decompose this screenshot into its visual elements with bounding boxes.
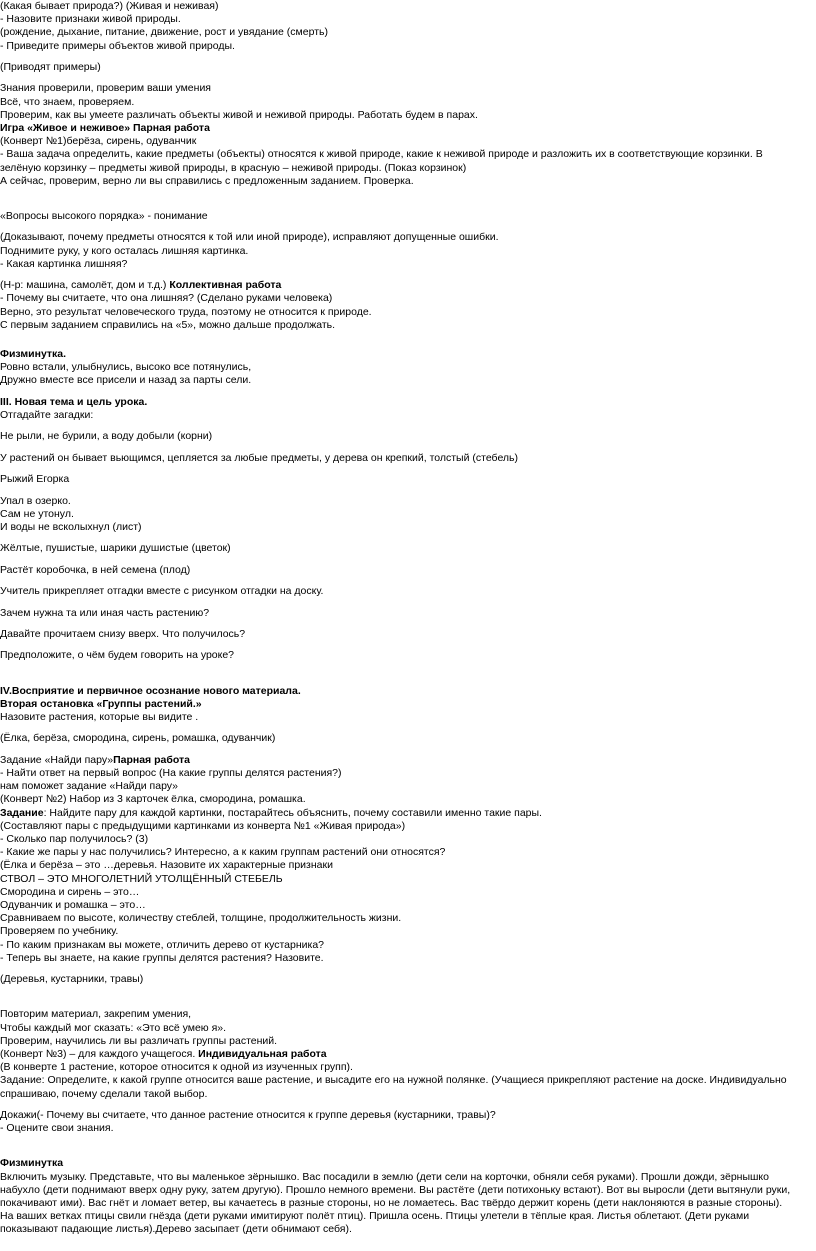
spacer [0, 422, 796, 430]
work-type-label: Индивидуальная работа [198, 1047, 327, 1060]
spacer [0, 577, 796, 585]
section-heading [0, 685, 796, 698]
spacer [0, 223, 796, 231]
work-type-label: Коллективная работа [169, 279, 282, 292]
text-paragraph: - Ваша задача определить, какие предметы (объекты) относятся к живой природе, какие к неживой природе и разложить их в соответствующие корзинки. В зелёную корзинку – предметы живой природы, в красную – неживой природы. (Показ корзинок) [0, 148, 763, 174]
spacer [0, 188, 796, 210]
text-line: (Конверт №1)берёза, сирень, одуванчик [0, 135, 197, 148]
spacer [0, 965, 796, 973]
section-title: IV.Восприятие и первичное осознание нового материала. [0, 684, 301, 697]
spacer [0, 271, 796, 279]
text-line: - Какие же пары у нас получились? Интересно, а к каким группам растений они относятся? [0, 846, 446, 859]
text-line [0, 279, 796, 292]
text-line: - По каким признакам вы можете, отличить дерево от кустарника? [0, 938, 325, 951]
text-line: (В конверте 1 растение, которое относится к одной из изученных групп). [0, 1061, 353, 1074]
text-line: (Какая бывает природа?) (Живая и неживая) [0, 0, 219, 12]
text-line: Верно, это результат человеческого труда, поэтому не относится к природе. [0, 305, 372, 318]
text-line: (Ёлка, берёза, смородина, сирень, ромашка, одуванчик) [0, 732, 276, 745]
text-line: - Какая картинка лишняя? [0, 257, 128, 270]
spacer [0, 534, 796, 542]
text-line: нам поможет задание «Найди пару» [0, 780, 179, 793]
text-line: (Деревья, кустарники, травы) [0, 973, 144, 986]
section-heading [0, 348, 796, 361]
section-heading [0, 698, 796, 711]
spacer [0, 332, 796, 348]
text-line: (Составляют пары с предыдущими картинками из конверта №1 «Живая природа») [0, 819, 406, 832]
text-line: Смородина и сирень – это… [0, 885, 140, 898]
spacer [0, 74, 796, 82]
text-line: - Назовите признаки живой природы. [0, 13, 181, 26]
text-line: (Конверт №2) Набор из 3 карточек ёлка, смородина, ромашка. [0, 793, 306, 806]
text-line: Давайте прочитаем снизу вверх. Что получилось? [0, 627, 246, 640]
text-line: Чтобы каждый мог сказать: «Это всё умею я». [0, 1021, 227, 1034]
text-line: (Приводят примеры) [0, 61, 101, 73]
spacer [0, 598, 796, 606]
text-line [0, 754, 796, 767]
riddle: И воды не всколыхнул (лист) [0, 520, 142, 533]
section-heading [0, 1157, 796, 1170]
text-line: Проверим, как вы умеете различать объекты живой и неживой природы. Работать будем в парах. [0, 108, 478, 121]
text-line: Повторим материал, закрепим умения, [0, 1008, 192, 1021]
text-line: Проверим, научились ли вы различать группы растений. [0, 1034, 278, 1047]
spacer [0, 388, 796, 396]
riddle: У растений он бывает вьющимся, цепляется за любые предметы, у дерева он крепкий, толстый (стебель) [0, 451, 519, 464]
spacer [0, 641, 796, 649]
game-title: Игра «Живое и неживое» Парная работа [0, 122, 210, 134]
text-line: (рождение, дыхание, питание, движение, рост и увядание (смерть) [0, 26, 328, 39]
text-span: (Н-р: машина, самолёт, дом и т.д.) [0, 279, 170, 292]
spacer [0, 746, 796, 754]
text-line: Докажи(- Почему вы считаете, что данное растение относится к группе деревья (кустарники, травы)? [0, 1108, 496, 1121]
riddle: Растёт коробочка, в ней семена (плод) [0, 563, 191, 576]
text-line: (Доказывают, почему предметы относятся к той или иной природе), исправляют допущенные ошибки. [0, 231, 499, 244]
text-line: Учитель прикрепляет отгадки вместе с рисунком отгадки на доску. [0, 585, 324, 598]
spacer [0, 986, 796, 1008]
text-line: Всё, что знаем, проверяем. [0, 95, 135, 108]
text-span: (Конверт №3) – для каждого учащегося. [0, 1047, 199, 1060]
spacer [0, 53, 796, 61]
section-heading [0, 122, 796, 135]
text-line: Ровно встали, улыбнулись, высоко все потянулись, [0, 361, 252, 374]
riddle: Не рыли, не бурили, а воду добыли (корни) [0, 430, 213, 443]
section-heading [0, 396, 796, 409]
riddle: Рыжий Егорка [0, 473, 70, 486]
text-span: : Найдите пару для каждой картинки, постарайтесь объяснить, почему составили именно такие пары. [43, 806, 542, 819]
text-line: Дружно вместе все присели и назад за парты сели. [0, 374, 252, 387]
fizminutka-title: Физминутка. [0, 348, 67, 361]
riddle: Упал в озерко. [0, 494, 71, 507]
text-line: Одуванчик и ромашка – это… [0, 898, 146, 911]
text-line: Назовите растения, которые вы видите . [0, 710, 199, 723]
spacer [0, 556, 796, 564]
spacer [0, 1101, 796, 1109]
spacer [0, 444, 796, 452]
text-line: (Ёлка и берёза – это …деревья. Назовите их характерные признаки [0, 859, 333, 872]
text-span: Задание «Найди пару» [0, 753, 114, 766]
stop-title: Вторая остановка «Группы растений.» [0, 697, 202, 710]
text-line: С первым заданием справились на «5», можно дальше продолжать. [0, 318, 336, 331]
text-line: - Сколько пар получилось? (3) [0, 832, 149, 845]
text-line [0, 1048, 796, 1061]
text-line: Знания проверили, проверим ваши умения [0, 82, 211, 95]
text-paragraph: Задание: Определите, к какой группе относится ваше растение, и высадите его на нужной полянке. (Учащиеся прикрепляют растение на доске. Индивидуально спрашиваю, почему сделали такой выбор. [0, 1074, 787, 1100]
section-title: III. Новая тема и цель урока. [0, 395, 148, 408]
text-line: Поднимите руку, у кого осталась лишняя картинка. [0, 244, 249, 257]
text-line [0, 807, 796, 820]
riddle: Сам не утонул. [0, 507, 74, 520]
spacer [0, 1135, 796, 1157]
text-paragraph: Включить музыку. Представьте, что вы маленькое зёрнышко. Вас посадили в землю (дети сели на корточки, обняли себя руками). Прошли дожди, зёрнышко набухло (дети поднимают вверх одну руку, затем другую). Прошло немного времени. Вы растёте (дети потихоньку встают). Вот вы выросли (дети вытянули руки, покачивают ими). Вас гнёт и ломает ветер, вы качаетесь в разные стороны, но не ломаетесь. Вас твёрдо держит корень (дети наклоняются в разные стороны). На ваших ветках птицы свили гнёзда (дети руками имитируют полёт птиц). Пришла осень. Птицы улетели в тёплые края. Листья облетают. (Дети руками показывают падающие листья).Дерево засыпает (дети обнимают себя). [0, 1170, 791, 1236]
text-line: А сейчас, проверим, верно ли вы справились с предложенным заданием. Проверка. [0, 174, 414, 187]
task-label: Задание [0, 806, 44, 819]
spacer [0, 465, 796, 473]
spacer [0, 486, 796, 494]
text-line: - Почему вы считаете, что она лишняя? (Сделано руками человека) [0, 292, 333, 305]
spacer [0, 663, 796, 685]
text-line: - Найти ответ на первый вопрос (На какие группы делятся растения?) [0, 766, 342, 779]
text-line: - Оцените свои знания. [0, 1122, 114, 1135]
spacer [0, 724, 796, 732]
fizminutka-title: Физминутка [0, 1157, 64, 1170]
text-line: - Приведите примеры объектов живой природы. [0, 39, 235, 52]
text-line: «Вопросы высокого порядка» - понимание [0, 210, 208, 223]
text-line: Зачем нужна та или иная часть растению? [0, 606, 210, 619]
text-line: Отгадайте загадки: [0, 409, 94, 422]
text-line: СТВОЛ – ЭТО МНОГОЛЕТНИЙ УТОЛЩЁННЫЙ СТЕБЕЛЬ [0, 872, 283, 885]
text-line: - Теперь вы знаете, на какие группы делятся растения? Назовите. [0, 951, 324, 964]
riddle: Жёлтые, пушистые, шарики душистые (цветок) [0, 542, 231, 555]
text-line: Сравниваем по высоте, количеству стеблей, толщине, продолжительность жизни. [0, 912, 402, 925]
work-type-label: Парная работа [113, 753, 190, 766]
spacer [0, 620, 796, 628]
text-line: Предположите, о чём будем говорить на уроке? [0, 649, 235, 662]
text-line: Проверяем по учебнику. [0, 925, 119, 938]
